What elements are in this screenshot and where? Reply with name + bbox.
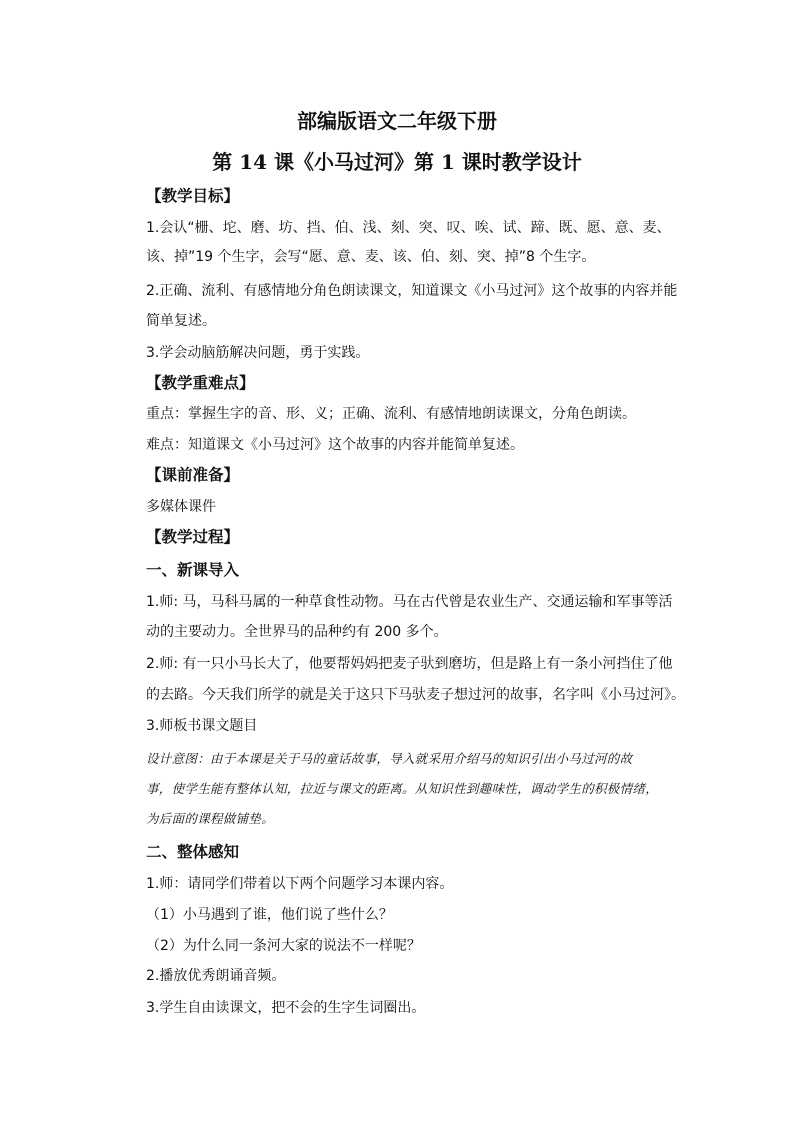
hard-point: 难点：知道课文《小马过河》这个故事的内容并能简单复述。 — [146, 437, 524, 453]
lesson-title: 第 14 课《小马过河》第 1 课时教学设计 — [212, 150, 582, 174]
part2-heading: 二、整体感知 — [146, 843, 240, 861]
prep-heading: 【课前准备】 — [146, 466, 240, 484]
p1-1-line2: 动的主要动力。全世界马的品种约有 200 多个。 — [146, 624, 448, 640]
key-point: 重点：掌握生字的音、形、义；正确、流利、有感情地朗读课文，分角色朗读。 — [146, 406, 636, 422]
design-note-line1: 设计意图：由于本课是关于马的童话故事，导入就采用介绍马的知识引出小马过河的故 — [146, 751, 633, 766]
p2-q1: （1）小马遇到了谁，他们说了些什么？ — [146, 907, 393, 923]
design-note-line3: 为后面的课程做铺垫。 — [146, 811, 275, 826]
p2-1: 1.师：请同学们带着以下两个问题学习本课内容。 — [146, 876, 454, 892]
goal2-line2: 简单复述。 — [146, 313, 216, 329]
goal1-line1: 1.会认“栅、坨、磨、坊、挡、伯、浅、刻、突、叹、唉、试、蹄、既、愿、意、麦、 — [146, 220, 671, 236]
prep-item: 多媒体课件 — [146, 499, 216, 515]
p1-2-line1: 2.师: 有一只小马长大了，他要帮妈妈把麦子驮到磨坊，但是路上有一条小河挡住了他 — [146, 656, 673, 672]
key-heading: 【教学重难点】 — [146, 374, 255, 392]
goal1-line2: 该、掉”19 个生字，会写“愿、意、麦、该、伯、刻、突、掉”8 个生字。 — [146, 249, 596, 265]
p1-2-line2: 的去路。今天我们所学的就是关于这只下马驮麦子想过河的故事，名字叫《小马过河》。 — [146, 687, 685, 703]
p2-2: 2.播放优秀朗诵音频。 — [146, 968, 286, 984]
goal3: 3.学会动脑筋解决问题，勇于实践。 — [146, 345, 370, 361]
design-note-line2: 事，使学生能有整体认知，拉近与课文的距离。从知识性到趣味性，调动学生的积极情绪， — [146, 781, 659, 796]
goals-heading: 【教学目标】 — [146, 187, 240, 205]
p2-3: 3.学生自由读课文，把不会的生字生词圈出。 — [146, 1000, 426, 1016]
part1-heading: 一、新课导入 — [146, 561, 240, 579]
process-heading: 【教学过程】 — [146, 528, 240, 546]
p2-q2: （2）为什么同一条河大家的说法不一样呢？ — [146, 938, 421, 954]
goal2-line1: 2.正确、流利、有感情地分角色朗读课文，知道课文《小马过河》这个故事的内容并能 — [146, 283, 678, 299]
doc-title: 部编版语文二年级下册 — [297, 109, 497, 133]
p1-1-line1: 1.师: 马，马科马属的一种草食性动物。马在古代曾是农业生产、交通运输和军事等活 — [146, 594, 673, 610]
p1-3: 3.师板书课文题目 — [146, 718, 258, 734]
